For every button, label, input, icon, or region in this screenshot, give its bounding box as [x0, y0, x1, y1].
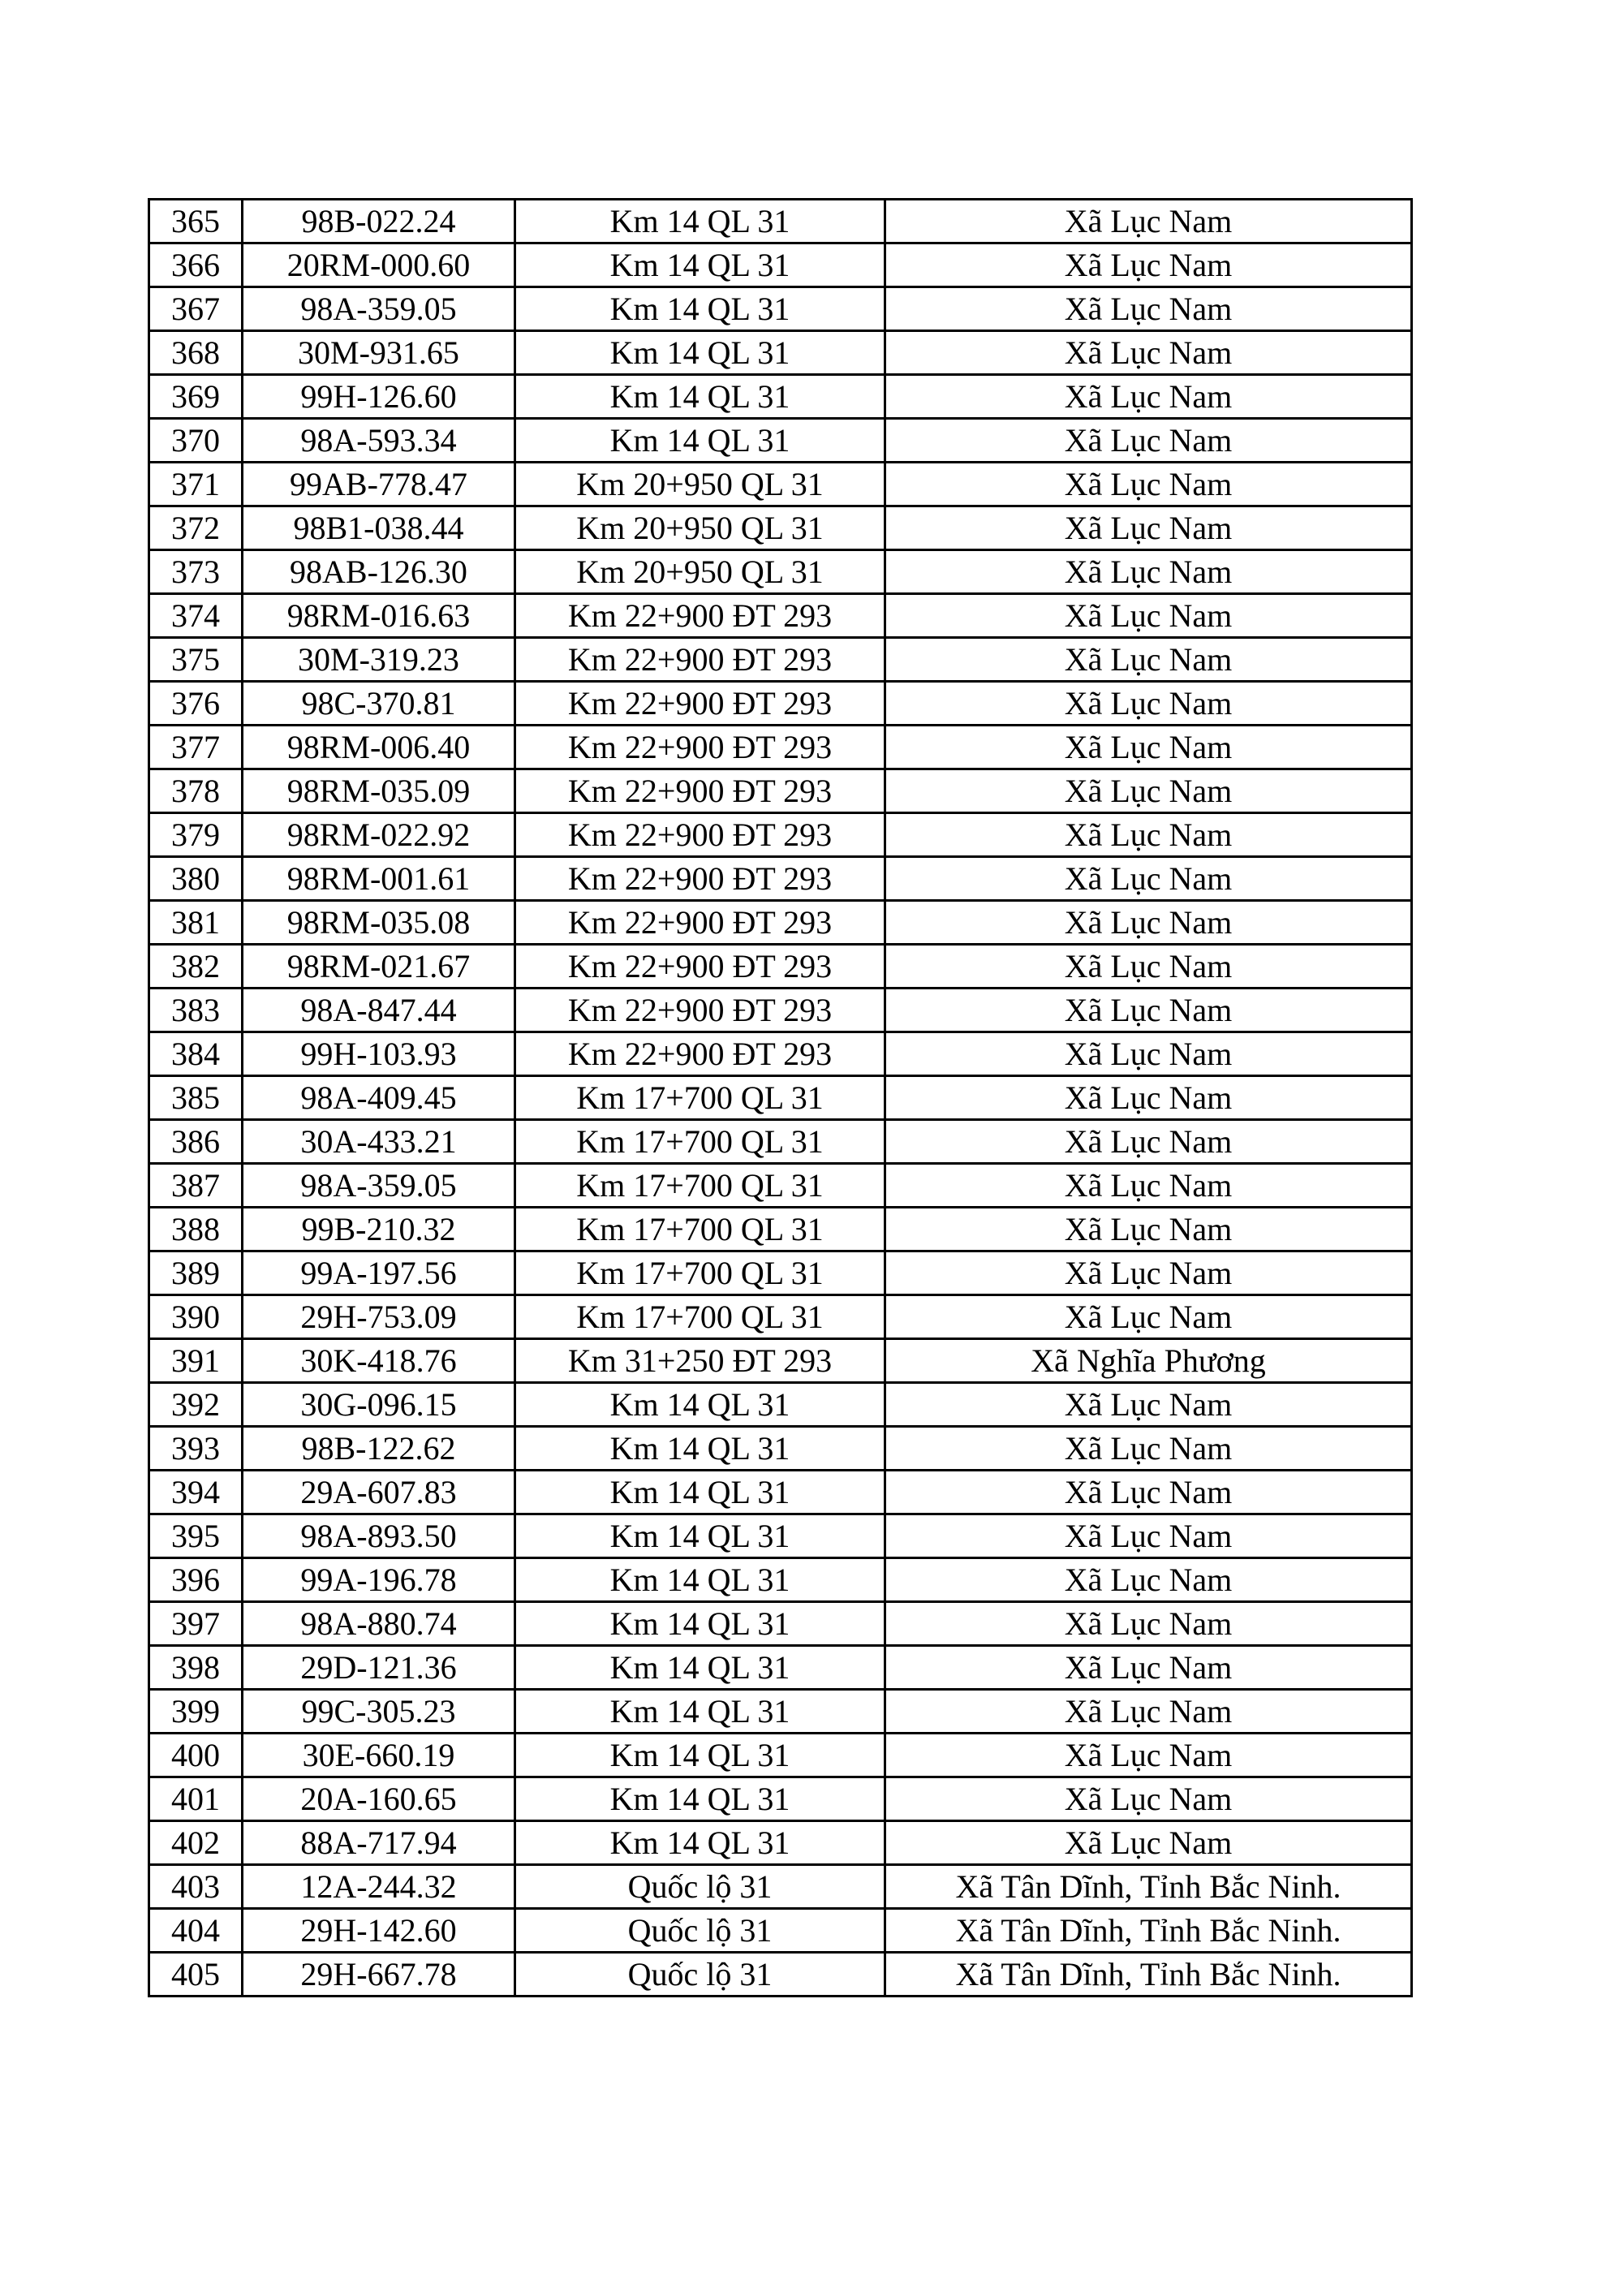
table-row [149, 1821, 1412, 1865]
license-plate-cell: 98RM-006.40 [243, 726, 515, 769]
license-plate-cell: 98A-880.74 [243, 1602, 515, 1646]
license-plate-cell: 30G-096.15 [243, 1383, 515, 1427]
table-row [149, 1953, 1412, 1997]
row-number-cell: 384 [149, 1032, 243, 1076]
location-cell: Km 14 QL 31 [515, 1734, 885, 1777]
license-plate-cell: 29A-607.83 [243, 1471, 515, 1514]
row-number-cell: 374 [149, 594, 243, 638]
table-row [149, 1909, 1412, 1953]
table-row [149, 726, 1412, 769]
row-number-cell: 366 [149, 243, 243, 287]
row-number-cell: 387 [149, 1164, 243, 1208]
row-number-cell: 381 [149, 901, 243, 945]
commune-cell: Xã Lục Nam [885, 989, 1412, 1032]
row-number-cell: 370 [149, 419, 243, 463]
commune-cell: Xã Tân Dĩnh, Tỉnh Bắc Ninh. [885, 1909, 1412, 1953]
table-row [149, 1032, 1412, 1076]
row-number-cell: 375 [149, 638, 243, 682]
table-row [149, 594, 1412, 638]
commune-cell: Xã Lục Nam [885, 1208, 1412, 1251]
license-plate-cell: 98RM-035.08 [243, 901, 515, 945]
license-plate-cell: 98C-370.81 [243, 682, 515, 726]
row-number-cell: 377 [149, 726, 243, 769]
license-plate-cell: 99A-196.78 [243, 1558, 515, 1602]
commune-cell: Xã Lục Nam [885, 1821, 1412, 1865]
table-row [149, 1865, 1412, 1909]
table-row [149, 200, 1412, 243]
license-plate-cell: 98RM-022.92 [243, 813, 515, 857]
location-cell: Km 22+900 ĐT 293 [515, 945, 885, 989]
commune-cell: Xã Lục Nam [885, 1383, 1412, 1427]
commune-cell: Xã Lục Nam [885, 726, 1412, 769]
row-number-cell: 376 [149, 682, 243, 726]
license-plate-cell: 30M-931.65 [243, 331, 515, 375]
license-plate-cell: 98AB-126.30 [243, 550, 515, 594]
commune-cell: Xã Tân Dĩnh, Tỉnh Bắc Ninh. [885, 1953, 1412, 1997]
table-row [149, 1734, 1412, 1777]
license-plate-cell: 99H-126.60 [243, 375, 515, 419]
table-row [149, 769, 1412, 813]
location-cell: Quốc lộ 31 [515, 1909, 885, 1953]
table-row [149, 901, 1412, 945]
table-row [149, 682, 1412, 726]
row-number-cell: 389 [149, 1251, 243, 1295]
table-row [149, 331, 1412, 375]
commune-cell: Xã Lục Nam [885, 200, 1412, 243]
commune-cell: Xã Lục Nam [885, 1471, 1412, 1514]
table-row [149, 989, 1412, 1032]
commune-cell: Xã Lục Nam [885, 638, 1412, 682]
row-number-cell: 368 [149, 331, 243, 375]
location-cell: Km 14 QL 31 [515, 1427, 885, 1471]
license-plate-cell: 98A-359.05 [243, 287, 515, 331]
row-number-cell: 401 [149, 1777, 243, 1821]
location-cell: Km 22+900 ĐT 293 [515, 594, 885, 638]
commune-cell: Xã Lục Nam [885, 375, 1412, 419]
row-number-cell: 380 [149, 857, 243, 901]
commune-cell: Xã Lục Nam [885, 813, 1412, 857]
commune-cell: Xã Lục Nam [885, 1427, 1412, 1471]
location-cell: Km 17+700 QL 31 [515, 1251, 885, 1295]
table-row [149, 506, 1412, 550]
license-plate-cell: 30E-660.19 [243, 1734, 515, 1777]
commune-cell: Xã Lục Nam [885, 287, 1412, 331]
location-cell: Km 14 QL 31 [515, 1602, 885, 1646]
commune-cell: Xã Lục Nam [885, 901, 1412, 945]
table-row [149, 1251, 1412, 1295]
license-plate-cell: 99A-197.56 [243, 1251, 515, 1295]
license-plate-cell: 98A-893.50 [243, 1514, 515, 1558]
row-number-cell: 405 [149, 1953, 243, 1997]
location-cell: Km 22+900 ĐT 293 [515, 989, 885, 1032]
location-cell: Km 20+950 QL 31 [515, 463, 885, 506]
commune-cell: Xã Lục Nam [885, 331, 1412, 375]
commune-cell: Xã Lục Nam [885, 243, 1412, 287]
table-row [149, 1471, 1412, 1514]
table-row [149, 1295, 1412, 1339]
commune-cell: Xã Lục Nam [885, 1295, 1412, 1339]
table-row [149, 1558, 1412, 1602]
license-plate-cell: 98A-409.45 [243, 1076, 515, 1120]
location-cell: Km 17+700 QL 31 [515, 1164, 885, 1208]
license-plate-cell: 98RM-001.61 [243, 857, 515, 901]
license-plate-cell: 98A-847.44 [243, 989, 515, 1032]
location-cell: Km 22+900 ĐT 293 [515, 813, 885, 857]
license-plate-cell: 30K-418.76 [243, 1339, 515, 1383]
table-row [149, 1646, 1412, 1690]
table-row [149, 1339, 1412, 1383]
location-cell: Km 14 QL 31 [515, 200, 885, 243]
row-number-cell: 382 [149, 945, 243, 989]
row-number-cell: 398 [149, 1646, 243, 1690]
commune-cell: Xã Lục Nam [885, 419, 1412, 463]
row-number-cell: 392 [149, 1383, 243, 1427]
commune-cell: Xã Nghĩa Phương [885, 1339, 1412, 1383]
license-plate-cell: 30M-319.23 [243, 638, 515, 682]
table-row [149, 1690, 1412, 1734]
commune-cell: Xã Lục Nam [885, 682, 1412, 726]
row-number-cell: 367 [149, 287, 243, 331]
commune-cell: Xã Lục Nam [885, 506, 1412, 550]
table-row [149, 1208, 1412, 1251]
location-cell: Km 17+700 QL 31 [515, 1076, 885, 1120]
row-number-cell: 369 [149, 375, 243, 419]
commune-cell: Xã Lục Nam [885, 945, 1412, 989]
row-number-cell: 394 [149, 1471, 243, 1514]
location-cell: Km 14 QL 31 [515, 243, 885, 287]
location-cell: Km 22+900 ĐT 293 [515, 726, 885, 769]
location-cell: Km 31+250 ĐT 293 [515, 1339, 885, 1383]
row-number-cell: 385 [149, 1076, 243, 1120]
table-row [149, 1076, 1412, 1120]
row-number-cell: 386 [149, 1120, 243, 1164]
location-cell: Km 14 QL 31 [515, 287, 885, 331]
row-number-cell: 403 [149, 1865, 243, 1909]
license-plate-cell: 98RM-035.09 [243, 769, 515, 813]
license-plate-cell: 20RM-000.60 [243, 243, 515, 287]
location-cell: Km 14 QL 31 [515, 1471, 885, 1514]
commune-cell: Xã Lục Nam [885, 769, 1412, 813]
table-row [149, 1383, 1412, 1427]
table-row [149, 1777, 1412, 1821]
row-number-cell: 390 [149, 1295, 243, 1339]
row-number-cell: 372 [149, 506, 243, 550]
location-cell: Km 20+950 QL 31 [515, 550, 885, 594]
location-cell: Km 22+900 ĐT 293 [515, 682, 885, 726]
row-number-cell: 365 [149, 200, 243, 243]
license-plate-cell: 29D-121.36 [243, 1646, 515, 1690]
commune-cell: Xã Lục Nam [885, 857, 1412, 901]
table-row [149, 1427, 1412, 1471]
location-cell: Km 14 QL 31 [515, 1777, 885, 1821]
location-cell: Km 14 QL 31 [515, 331, 885, 375]
table-row [149, 463, 1412, 506]
row-number-cell: 404 [149, 1909, 243, 1953]
location-cell: Km 17+700 QL 31 [515, 1120, 885, 1164]
table-row [149, 1514, 1412, 1558]
location-cell: Quốc lộ 31 [515, 1953, 885, 1997]
commune-cell: Xã Lục Nam [885, 1076, 1412, 1120]
location-cell: Km 14 QL 31 [515, 1646, 885, 1690]
table-row [149, 1164, 1412, 1208]
commune-cell: Xã Lục Nam [885, 1777, 1412, 1821]
license-plate-cell: 99C-305.23 [243, 1690, 515, 1734]
commune-cell: Xã Tân Dĩnh, Tỉnh Bắc Ninh. [885, 1865, 1412, 1909]
table-row [149, 550, 1412, 594]
license-plate-cell: 98A-359.05 [243, 1164, 515, 1208]
row-number-cell: 383 [149, 989, 243, 1032]
location-cell: Km 14 QL 31 [515, 1821, 885, 1865]
commune-cell: Xã Lục Nam [885, 594, 1412, 638]
license-plate-cell: 98B1-038.44 [243, 506, 515, 550]
row-number-cell: 393 [149, 1427, 243, 1471]
table-body [149, 200, 1412, 1997]
location-cell: Quốc lộ 31 [515, 1865, 885, 1909]
row-number-cell: 388 [149, 1208, 243, 1251]
commune-cell: Xã Lục Nam [885, 1558, 1412, 1602]
commune-cell: Xã Lục Nam [885, 1646, 1412, 1690]
license-plate-cell: 88A-717.94 [243, 1821, 515, 1865]
license-plate-cell: 98B-022.24 [243, 200, 515, 243]
location-cell: Km 14 QL 31 [515, 375, 885, 419]
table-row [149, 945, 1412, 989]
location-cell: Km 22+900 ĐT 293 [515, 1032, 885, 1076]
location-cell: Km 14 QL 31 [515, 1690, 885, 1734]
location-cell: Km 14 QL 31 [515, 1514, 885, 1558]
commune-cell: Xã Lục Nam [885, 1032, 1412, 1076]
commune-cell: Xã Lục Nam [885, 1164, 1412, 1208]
license-plate-cell: 29H-667.78 [243, 1953, 515, 1997]
location-cell: Km 14 QL 31 [515, 1383, 885, 1427]
row-number-cell: 399 [149, 1690, 243, 1734]
row-number-cell: 402 [149, 1821, 243, 1865]
table-row [149, 287, 1412, 331]
commune-cell: Xã Lục Nam [885, 1602, 1412, 1646]
row-number-cell: 378 [149, 769, 243, 813]
license-plate-cell: 98B-122.62 [243, 1427, 515, 1471]
violation-table [148, 198, 1413, 1997]
table-row [149, 813, 1412, 857]
table-row [149, 419, 1412, 463]
license-plate-cell: 99H-103.93 [243, 1032, 515, 1076]
location-cell: Km 17+700 QL 31 [515, 1208, 885, 1251]
license-plate-cell: 98RM-016.63 [243, 594, 515, 638]
row-number-cell: 379 [149, 813, 243, 857]
table-row [149, 638, 1412, 682]
commune-cell: Xã Lục Nam [885, 1120, 1412, 1164]
table-row [149, 1602, 1412, 1646]
table-row [149, 1120, 1412, 1164]
row-number-cell: 397 [149, 1602, 243, 1646]
location-cell: Km 22+900 ĐT 293 [515, 638, 885, 682]
location-cell: Km 17+700 QL 31 [515, 1295, 885, 1339]
location-cell: Km 22+900 ĐT 293 [515, 901, 885, 945]
commune-cell: Xã Lục Nam [885, 463, 1412, 506]
row-number-cell: 395 [149, 1514, 243, 1558]
commune-cell: Xã Lục Nam [885, 1514, 1412, 1558]
license-plate-cell: 30A-433.21 [243, 1120, 515, 1164]
location-cell: Km 20+950 QL 31 [515, 506, 885, 550]
row-number-cell: 373 [149, 550, 243, 594]
license-plate-cell: 20A-160.65 [243, 1777, 515, 1821]
license-plate-cell: 12A-244.32 [243, 1865, 515, 1909]
license-plate-cell: 99B-210.32 [243, 1208, 515, 1251]
table-row [149, 857, 1412, 901]
license-plate-cell: 98RM-021.67 [243, 945, 515, 989]
location-cell: Km 22+900 ĐT 293 [515, 857, 885, 901]
row-number-cell: 391 [149, 1339, 243, 1383]
license-plate-cell: 29H-142.60 [243, 1909, 515, 1953]
row-number-cell: 396 [149, 1558, 243, 1602]
row-number-cell: 371 [149, 463, 243, 506]
license-plate-cell: 99AB-778.47 [243, 463, 515, 506]
location-cell: Km 14 QL 31 [515, 419, 885, 463]
commune-cell: Xã Lục Nam [885, 1251, 1412, 1295]
license-plate-cell: 29H-753.09 [243, 1295, 515, 1339]
commune-cell: Xã Lục Nam [885, 550, 1412, 594]
table-row [149, 243, 1412, 287]
commune-cell: Xã Lục Nam [885, 1690, 1412, 1734]
location-cell: Km 14 QL 31 [515, 1558, 885, 1602]
location-cell: Km 22+900 ĐT 293 [515, 769, 885, 813]
table-row [149, 375, 1412, 419]
license-plate-cell: 98A-593.34 [243, 419, 515, 463]
row-number-cell: 400 [149, 1734, 243, 1777]
commune-cell: Xã Lục Nam [885, 1734, 1412, 1777]
